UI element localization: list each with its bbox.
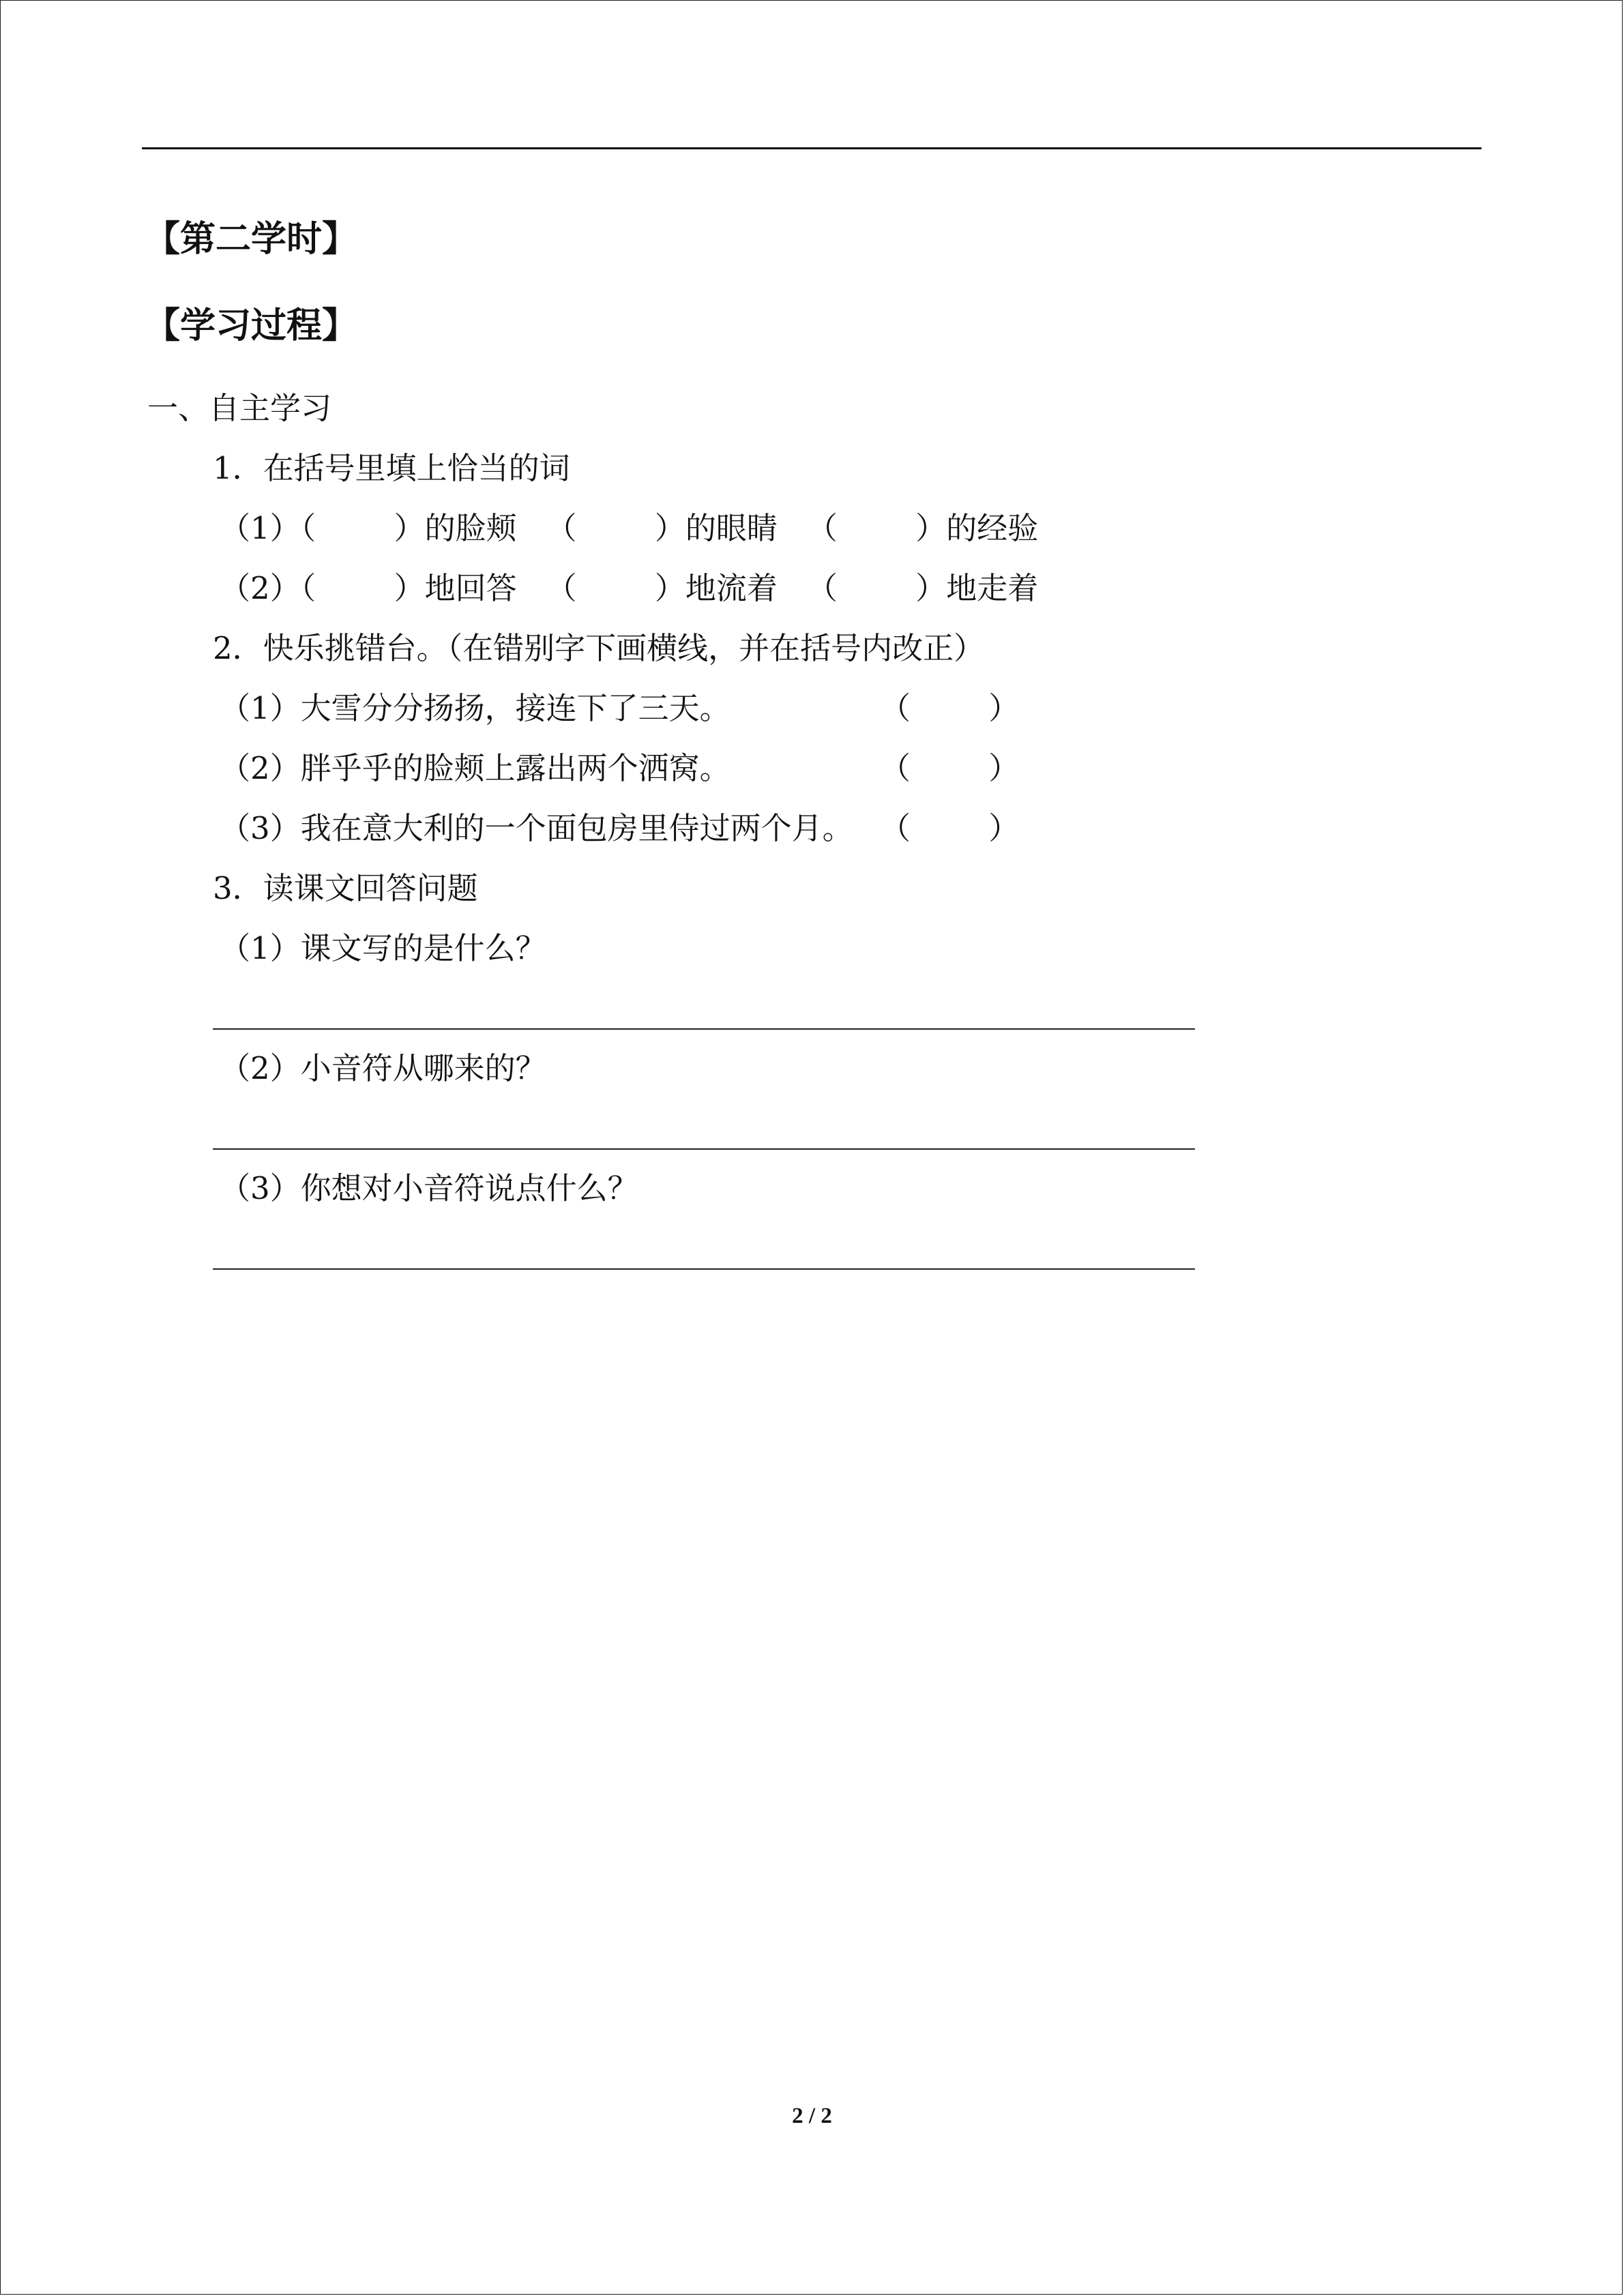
q2-item-1: （1）大雪分分扬扬，接连下了三天。 — [220, 690, 730, 726]
answer-line-2[interactable] — [213, 1148, 1195, 1150]
part-one-title: 一、自主学习 — [147, 390, 332, 426]
q3-item-3: （3）你想对小音符说点什么？ — [220, 1170, 638, 1206]
q2-item-1-blank: （ ） — [880, 690, 1020, 726]
q2-item-2-blank: （ ） — [880, 750, 1020, 786]
q2-item-3: （3）我在意大利的一个面包房里侍过两个月。 — [220, 810, 853, 846]
page-number: 2 / 2 — [792, 2104, 832, 2128]
q3-title: 3．读课文回答问题 — [213, 870, 478, 906]
q1-row-2: （2）（ ）地回答 （ ）地流着 （ ）地走着 — [220, 570, 1039, 606]
header-rule — [142, 147, 1481, 149]
answer-line-3[interactable] — [213, 1268, 1195, 1270]
q3-item-1: （1）课文写的是什么？ — [220, 930, 546, 966]
q1-row-1: （1）（ ）的脸颊 （ ）的眼睛 （ ）的经验 — [220, 510, 1039, 546]
answer-line-1[interactable] — [213, 1028, 1195, 1030]
q2-title: 2．快乐挑错台。（在错别字下画横线，并在括号内改正） — [213, 630, 985, 666]
q1-title: 1．在括号里填上恰当的词 — [213, 450, 570, 486]
q2-item-2: （2）胖乎乎的脸颊上露出两个洒窝。 — [220, 750, 730, 786]
q3-item-2: （2）小音符从哪来的？ — [220, 1050, 546, 1086]
process-title: 【学习过程】 — [145, 305, 358, 346]
section-title: 【第二学时】 — [145, 219, 358, 260]
q2-item-3-blank: （ ） — [880, 810, 1020, 846]
